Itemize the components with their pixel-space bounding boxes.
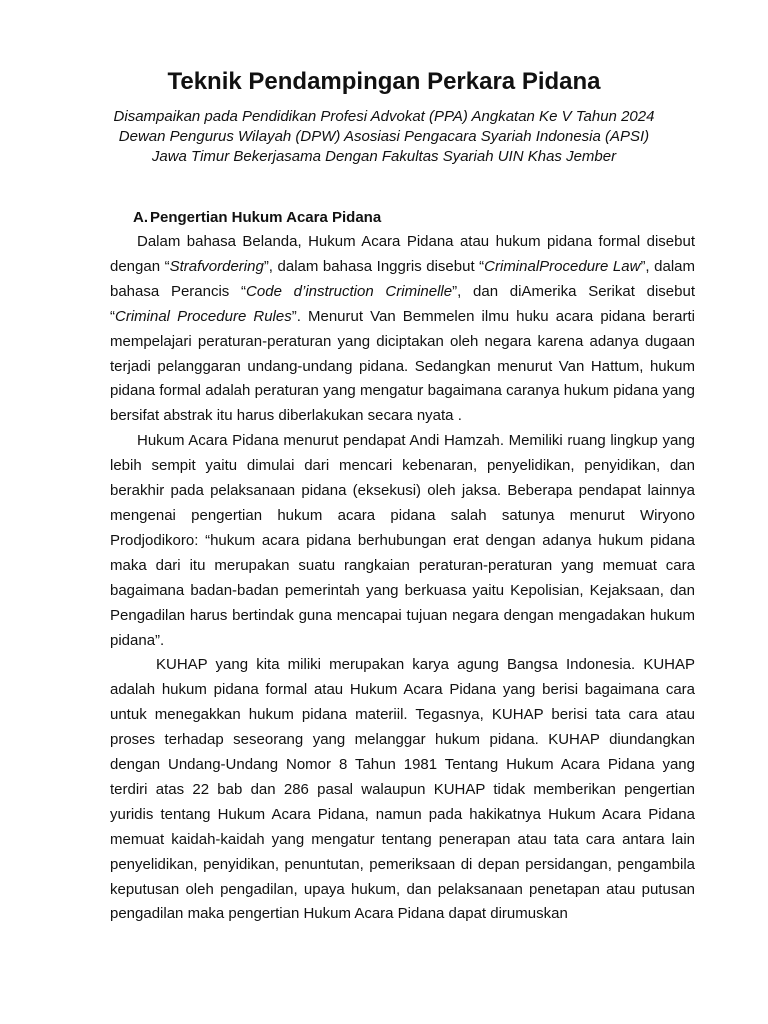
document-title: Teknik Pendampingan Perkara Pidana	[167, 68, 601, 95]
section-heading	[110, 206, 695, 230]
section-heading-text: Pengertian Hukum Acara Pidana	[150, 209, 382, 226]
paragraph-1-text: ”, dan diAmerika Serikat disebut “	[110, 282, 695, 325]
paragraph-1-text: ”, dalam bahasa Inggris disebut “	[263, 257, 485, 275]
term-strafvordering: Strafvordering	[169, 257, 264, 275]
paragraph-2: Hukum Acara Pidana menurut pendapat Andi Hamzah. Memiliki ruang lingkup yang lebih sempit yaitu dimulai dari mencari kebenaran, penyelidikan, penyidikan, dan berakhir pada pelaksanaan pidana (eksekusi) oleh jaksa. Beberapa pendapat lainnya mengenai pengertian hukum acara pidana salah satunya menurut Wiryono Prodjodikoro: “hukum acara pidana berhubungan erat dengan adanya hukum pidana maka dari itu merupakan suatu rangkaian peraturan-peraturan yang memuat cara bagaimana badan-badan pemerintah yang berkuasa yaitu Kepolisian, Kejaksaan, dan Pengadilan harus bertindak guna mencapai tujuan negara dengan mengadakan hukum pidana”.	[110, 432, 695, 649]
document-body	[110, 206, 695, 927]
term-criminal-procedure-law: CriminalProcedure Law	[484, 257, 641, 275]
subtitle-line: Dewan Pengurus Wilayah (DPW) Asosiasi Pengacara Syariah Indonesia (APSI)	[118, 128, 650, 145]
paragraph-3: KUHAP yang kita miliki merupakan karya agung Bangsa Indonesia. KUHAP adalah hukum pidana formal atau Hukum Acara Pidana yang berisi bagaimana cara untuk menegakkan hukum pidana materiil. Tegasnya, KUHAP berisi tata cara atau proses terhadap seseorang yang melanggar hukum pidana. KUHAP diundangkan dengan Undang-Undang Nomor 8 Tahun 1981 Tentang Hukum Acara Pidana yang terdiri atas 22 bab dan 286 pasal walaupun KUHAP tidak memberikan pengertian yuridis tentang Hukum Acara Pidana, namun pada hakikatnya Hukum Acara Pidana memuat kaidah-kaidah yang mengatur tentang penerapan atau tata cara antara lain penyelidikan, penyidikan, penuntutan, pemeriksaan di depan persidangan, pengambila keputusan oleh pengadilan, upaya hukum, dan pelaksanaan penetapan atau putusan pengadilan maka pengertian Hukum Acara Pidana dapat dirumuskan	[110, 656, 695, 923]
section-number: A.	[133, 209, 148, 226]
document-subtitle	[100, 107, 668, 167]
paragraph-1-text: ”. Menurut Van Bemmelen ilmu huku acara pidana berarti mempelajari peraturan-peraturan yang diciptakan oleh negara karena adanya dugaan terjadi pelanggaran undang-undang pidana. Sedangkan menurut Van Hattum, hukum pidana formal adalah peraturan yang mengatur bagaimana caranya hukum pidana yang bersifat abstrak itu harus diberlakukan secara nyata .	[110, 307, 695, 425]
term-criminal-procedure-rules: Criminal Procedure Rules	[115, 307, 292, 325]
paragraph-1-text: ”, dalam bahasa Perancis “	[110, 257, 695, 300]
term-code-instruction-criminelle: Code d’instruction Criminelle	[246, 282, 453, 300]
subtitle-line: Disampaikan pada Pendidikan Profesi Advokat (PPA) Angkatan Ke V Tahun 2024	[113, 108, 655, 125]
paragraph-1	[110, 230, 695, 429]
subtitle-line: Jawa Timur Bekerjasama Dengan Fakultas Syariah UIN Khas Jember	[151, 148, 617, 165]
paragraph-1-text: Dalam bahasa Belanda, Hukum Acara Pidana atau hukum pidana formal disebut dengan “	[110, 233, 695, 275]
